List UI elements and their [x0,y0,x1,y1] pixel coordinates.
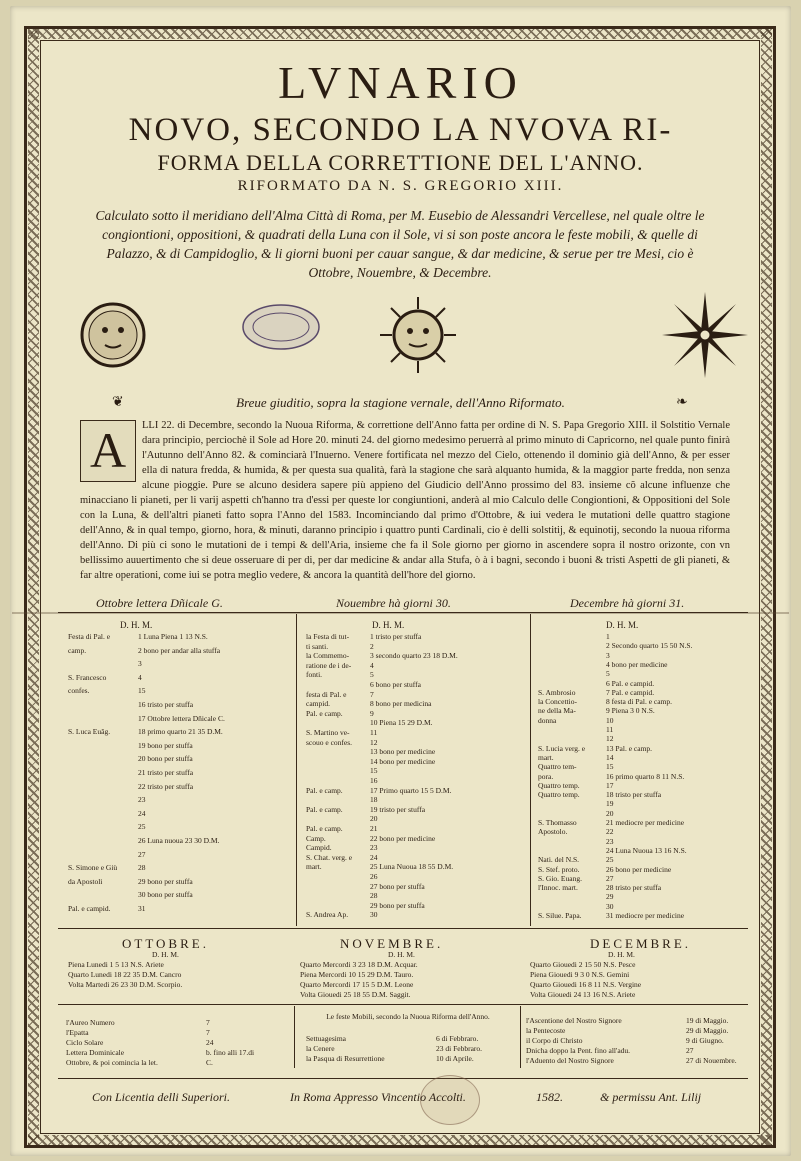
calendar-note: Pal. e camp. [306,785,343,795]
row-value: 7 [206,1018,210,1027]
footer-rule [58,1078,748,1079]
calendar-entry: 19 [606,799,614,809]
row-value: 9 di Giugno. [686,1036,724,1045]
row-label: l'Aureo Numero [66,1018,115,1027]
calendar-entry: 16 [370,776,378,785]
calendar-entry: 24 [370,852,378,862]
row-label: la Pasqua di Resurrettione [306,1054,385,1063]
ottobre-phase-dhm: D. H. M. [152,950,179,959]
calendar-entry: 8 festa di Pal. e camp. [606,697,673,707]
calendar-entry: 1 Luna Piena 1 13 N.S. [138,632,208,641]
calendar-entry: 19 tristo per stuffa [370,804,426,814]
calendar-entry: 18 [370,795,378,805]
calendar-entry: 22 bono per medicine [370,833,436,843]
row-label: Settuagesima [306,1034,346,1043]
calendar-entry: 17 Primo quarto 15 5 D.M. [370,785,452,795]
calendar-note: la Concettio- [538,697,577,707]
table-row [66,1018,288,1028]
calendar-entry: 27 bono per stuffa [370,881,425,891]
judgment-text [80,418,730,583]
printer-text: In Roma Appresso Vincentio Accolti. [290,1090,466,1104]
row-value: 27 di Nouembre. [686,1056,737,1065]
row-value: C. [206,1058,213,1067]
calendar-entry: 17 Ottobre lettera Dñicale C. [138,713,225,723]
calendar-note: mart. [538,752,554,762]
calendar-entry: 4 [370,660,374,670]
calendar-note: confes. [68,686,90,696]
movable-feasts-title: Le feste Mobili, secondo la Nuoua Riforma dell'Anno. [326,1012,490,1021]
right-fleuron-icon: ❧ [676,394,688,410]
calendar-note: Pal. e camp. [306,804,343,814]
row-label: l'Epatta [66,1028,89,1037]
left-fleuron-icon: ❦ [112,394,124,410]
calendar-entry: 25 [138,822,146,832]
decembre-phase-dhm: D. H. M. [608,950,635,959]
calendar-entry: 31 mediocre per medicine [606,911,685,920]
lower-rule [58,1004,748,1005]
table-row [306,1044,514,1054]
december-header: Decembre hà giorni 31. [570,596,685,610]
sun-face-icon [378,295,458,375]
calendar-note: Quattro tem- [538,762,577,772]
calendar-note: l'Innoc. mart. [538,883,578,893]
calendar-entry: 15 [606,762,614,772]
novembre-phase-list [300,960,418,1000]
phase-row: Volta Giouedi 25 18 55 D.M. Saggit. [300,990,411,999]
table-bottom-rule [58,928,748,929]
calendar-note: ti santi. [306,641,329,651]
calendar-entry: 9 [370,708,374,718]
row-value: 29 di Maggio. [686,1026,729,1035]
december-dhm: D. H. M. [606,620,639,630]
calendar-note: S. Gio. Euang. [538,873,582,883]
calendar-entry: 25 [606,855,614,865]
calendar-entry: 6 bono per stuffa [370,680,421,689]
star-compass-icon [662,292,748,378]
calendar-entry: 29 bono per stuffa [370,900,425,910]
calendar-entry: 2 Secondo quarto 15 50 N.S. [606,641,693,651]
calendar-entry: 10 [606,715,614,725]
feasts-right-table [526,1016,752,1066]
lower-divider-1 [294,1006,295,1068]
calendar-note: Campid. [306,843,332,853]
calendar-entry: 13 bono per medicine [370,747,436,757]
calendar-note: S. Andrea Ap. [306,910,349,920]
calendar-entry: 30 [370,910,378,920]
calendar-entry: 3 [606,650,610,660]
phase-row: Quarto Mercordi 3 23 18 D.M. Acquar. [300,960,418,969]
calendar-entry: 10 Piena 15 29 D.M. [370,718,433,728]
calendar-note: S. Lucia verg. e [538,743,586,753]
phase-row: Quarto Giouedi 16 8 11 N.S. Vergine [530,980,642,989]
table-row [526,1016,752,1026]
calendar-note: Pal. e camp. [306,708,343,718]
row-label: l'Ascentione del Nostro Signore [526,1016,622,1025]
calendar-entry: 31 [138,904,146,913]
title-line-4: RIFORMATO DA N. S. GREGORIO XIII. [237,178,564,194]
column-divider-2 [530,614,531,926]
calendar-entry: 27 [138,849,146,859]
calendar-entry: 24 [138,808,146,818]
calendar-entry: 1 [606,632,610,641]
ottobre-phase-list [68,960,182,990]
calendar-note: S. Martino ve- [306,728,350,737]
dropcap-letter: A [80,420,136,482]
table-row [526,1036,752,1046]
calendar-entry: 15 [138,686,146,696]
table-row [306,1034,514,1044]
calendar-entry: 24 Luna Nuoua 13 16 N.S. [606,845,687,855]
title-line-3: FORMA DELLA CORRETTIONE DEL L'ANNO. [157,150,644,175]
seal-stamp-icon [240,302,322,352]
calendar-entry: 29 bono per stuffa [138,876,193,886]
calendar-note: S. Luca Euãg. [68,727,111,737]
calendar-entry: 26 bono per medicine [606,864,672,874]
calendar-entry: 6 Pal. e campid. [606,678,655,688]
calendar-entry: 16 primo quarto 8 11 N.S. [606,771,685,781]
calendar-note: scouo e confes. [306,737,353,747]
calendar-entry: 8 bono per medicina [370,699,432,709]
calendar-note: festa di Pal. e [306,689,347,699]
calendar-entry: 18 tristo per stuffa [606,790,662,800]
row-value: 7 [206,1028,210,1037]
calendar-entry: 14 bono per medicine [370,756,436,766]
calendar-note: Quattro temp. [538,780,580,790]
calendar-note: Camp. [306,833,326,843]
calendar-note: Apostolo. [538,827,568,837]
computus-table [66,1018,288,1068]
calendar-entry: 11 [606,725,614,734]
table-row [526,1046,752,1056]
calendar-entry: 4 bono per medicine [606,659,668,669]
calendar-entry: 30 [606,901,614,911]
permission-text: & permissu Ant. Lilij [600,1090,702,1104]
calendar-entry: 19 bono per stuffa [138,740,193,750]
calendar-note: S. Silue. Papa. [538,911,582,920]
row-label: Ottobre, & poi comincia la let. [66,1058,158,1067]
row-label: l'Aduento del Nostro Signore [526,1056,614,1065]
calendar-entry: 3 [138,659,142,669]
table-row [526,1026,752,1036]
calendar-note: da Apostoli [68,876,103,886]
calendar-entry: 26 [370,872,378,881]
table-row [526,1056,752,1066]
phase-row: Quarto Giouedi 2 15 50 N.S. Pesce [530,960,636,969]
calendar-entry: 7 [370,689,374,699]
calendar-note: ratione de i de- [306,660,352,670]
calendar-entry: 18 primo quarto 21 35 D.M. [138,727,223,737]
row-value: 6 di Febbraro. [436,1034,479,1043]
calendar-note: Nati. del N.S. [538,855,580,865]
calendar-entry: 23 [370,843,378,853]
calendar-entry: 5 [606,669,610,679]
title-line-2: NOVO, SECONDO LA NVOVA RI- [128,112,673,148]
phase-row: Volta Giouedi 24 13 16 N.S. Ariete [530,990,636,999]
calendar-entry: 13 Pal. e camp. [606,743,653,753]
row-label: Dnicha doppo la Pent. fino all'adu. [526,1046,631,1055]
calendar-entry: 1 tristo per stuffa [370,632,422,641]
row-value: 27 [686,1046,694,1055]
calendar-entry: 25 Luna Nuoua 18 55 D.M. [370,862,454,872]
column-divider-1 [296,614,297,926]
october-dhm: D. H. M. [120,620,153,630]
movable-feasts-table [306,1034,514,1064]
calendar-entry: 2 bono per andar alla stuffa [138,645,221,655]
row-value: 23 di Febbraro. [436,1044,483,1053]
row-label: la Pentecoste [526,1026,566,1035]
calendar-note: Quattro temp. [538,790,580,800]
calendar-entry: 22 tristo per stuffa [138,781,194,791]
calendar-note: S. Chat. verg. e [306,852,353,862]
calendar-note: Pal. e camp. [306,824,343,833]
calendar-entry: 29 [606,892,614,902]
calendar-entry: 9 Piena 3 0 N.S. [606,706,655,716]
decembre-phase-list [530,960,641,1000]
calendar-note: campid. [306,699,330,709]
calendar-entry: 21 [370,824,378,833]
licence-text: Con Licentia delli Superiori. [92,1090,230,1104]
calendar-note: S. Thomasso [538,818,577,827]
calendar-entry: 5 [370,670,374,680]
calendar-note: S. Francesco [68,672,107,682]
calendar-note: Festa di Pal. e [68,632,111,641]
calendar-note: la Festa di tut- [306,632,350,641]
calendar-entry: 16 tristo per stuffa [138,700,194,709]
judgment-body: LLI 22. di Decembre, secondo la Nuoua Riforma, & correttione dell'Anno fatta per ordine di N. S. Papa Gregorio XIII. il Solstitio Vernale dara principio, perciochè il Sole ad Hore 20. minuti 24. del giorno medesimo peruerrà al primo minuto di Capricorno, nel quale punto finirà l'Autunno dell'Anno 82. & cominciarà l'Inuerno. Venere fortificata nel mezzo del Cielo, ottenendo il dominio già dell'Anno, & per esser ella di natura fredda, & humida, & per questa sua qualità, farà la stagione che sarà alquanto humida, & la maggior parte fredda, non senza alcune pioggie. Pure se alcuno desidera sapere più appieno del Giudicio dell'Anno prossimo del 83. insieme cõ alcune influenze che minacciano li pianeti, per li varij aspetti ch'hanno tra d'essi per queste lor congiuntioni, anderà al mio Calculo delle Congiontioni, & Oppositioni del Sole con la Luna, & dell'altri pianeti fatto sopra l'Anno del 1583. Incominciando dal primo d'Ottobre, & iui vedera le mutationi delle quattro stagione dell'Anno, & in qual tempo, giorno, hora, & minuti, daranno principio i quattro punti Cardinali, cio è delli solstitij, & equinotij, secondo la nuoua riforma dell'Anno. Di più ci sono le mutationi de i tempi & dell'Aria, insieme che fa il Sole giorno per giorno in ascendere sopra il nostro orizonte, con vn bellissimo auuertimento che si deue osseruare di per di, per dar medicine & andar alla Stufa, ò à i bagni, secondo i buoni & tristi Aspetti de gli pianeti, & far altre operationi, come iui se potra meglio vedere, & ancora la quantità dell'hore del giorno. [80,420,730,581]
table-row [306,1054,514,1064]
calendar-entry: 21 mediocre per medicine [606,818,685,827]
calendar-entry: 23 [606,836,614,846]
calendar-entry: 30 bono per stuffa [138,890,193,900]
row-value: 24 [206,1038,214,1047]
calendar-entry: 4 [138,672,142,682]
row-label: il Corpo di Christo [526,1036,583,1045]
table-row [66,1038,288,1048]
judgment-subtitle: Breue giuditio, sopra la stagione vernale, dell'Anno Riformato. [236,395,565,410]
november-header: Nouembre hà giorni 30. [336,596,451,610]
row-label: Ciclo Solare [66,1038,104,1047]
intro-paragraph: Calculato sotto il meridiano dell'Alma Città di Roma, per M. Eusebio de Alessandri Vercellese, nel quale oltre le congiontioni, oppositioni, & quadrati della Luna con il Sole, vi si son poste ancora le feste mobili, & quelle di Palazzo, & di Campidoglio, & li giorni buoni per cauar sangue, & dar medicine, & serue per tre Mesi, cio è Ottobre, Nouembre, & Decembre. [95,208,705,280]
row-value: 10 di Aprile. [436,1054,474,1063]
calendar-entry: 3 secondo quarto 23 18 D.M. [370,651,458,661]
novembre-phase-dhm: D. H. M. [388,950,415,959]
row-label: la Cenere [306,1044,335,1053]
table-top-rule [58,612,748,613]
calendar-entry: 12 [370,737,378,747]
row-value: b. fino alli 17.di [206,1048,255,1057]
calendar-note: donna [538,715,557,725]
novembre-phase-title: NOVEMBRE. [340,936,444,951]
calendar-note: camp. [68,645,87,655]
calendar-entry: 17 [606,780,614,790]
table-row [66,1058,288,1068]
calendar-entry: 26 Luna nuoua 23 30 D.M. [138,836,220,845]
november-dhm: D. H. M. [372,620,405,630]
calendar-entry: 15 [370,766,378,776]
calendar-note: mart. [306,862,322,872]
calendar-entry: 23 [138,795,146,805]
phase-row: Volta Martedi 26 23 30 D.M. Scorpio. [68,980,183,989]
table-row [66,1028,288,1038]
calendar-entry: 14 [606,752,614,762]
calendar-entry: 7 Pal. e campid. [606,687,655,697]
phase-row: Piena Giouedi 9 3 0 N.S. Gemini [530,970,630,979]
calendar-note: fonti. [306,670,323,680]
phase-row: Quarto Mercordi 17 15 5 D.M. Leone [300,980,414,989]
calendar-entry: 20 [370,814,378,824]
calendar-entry: 22 [606,827,614,837]
calendar-entry: 28 [370,891,378,901]
calendar-note: S. Ambrosio [538,687,576,697]
row-label: Lettera Dominicale [66,1048,125,1057]
phase-row: Quarto Lunedi 18 22 35 D.M. Cancro [68,970,182,979]
calendar-entry: 20 bono per stuffa [138,754,193,764]
ottobre-phase-title: OTTOBRE. [122,936,209,951]
calendar-entry: 12 [606,734,614,744]
calendar-entry: 11 [370,728,378,737]
phase-row: Piena Lunedi 1 5 13 N.S. Ariete [68,960,164,969]
calendar-entry: 28 [138,863,146,873]
calendar-entry: 20 [606,808,614,818]
year-text: 1582. [536,1090,563,1104]
calendar-note: S. Stef. proto. [538,864,580,874]
calendar-note: S. Simone e Giù [68,863,118,873]
phase-row: Piena Mercordi 10 15 29 D.M. Tauro. [300,970,414,979]
calendar-entry: 2 [370,641,374,651]
decembre-phase-title: DECEMBRE. [590,936,692,951]
calendar-entry: 28 tristo per stuffa [606,883,662,893]
calendar-note: Pal. e campid. [68,904,111,913]
row-value: 19 di Maggio. [686,1016,729,1025]
table-row [66,1048,288,1058]
calendar-note: la Commemo- [306,651,350,661]
calendar-note: pora. [538,771,554,781]
calendar-entry: 27 [606,873,614,883]
main-title: LVNARIO [278,57,523,108]
calendar-note: ne della Ma- [538,706,576,716]
october-header: Ottobre lettera Dñicale G. [96,596,223,610]
moon-face-icon [78,300,148,370]
calendar-entry: 21 tristo per stuffa [138,768,194,777]
lower-divider-2 [520,1006,521,1068]
